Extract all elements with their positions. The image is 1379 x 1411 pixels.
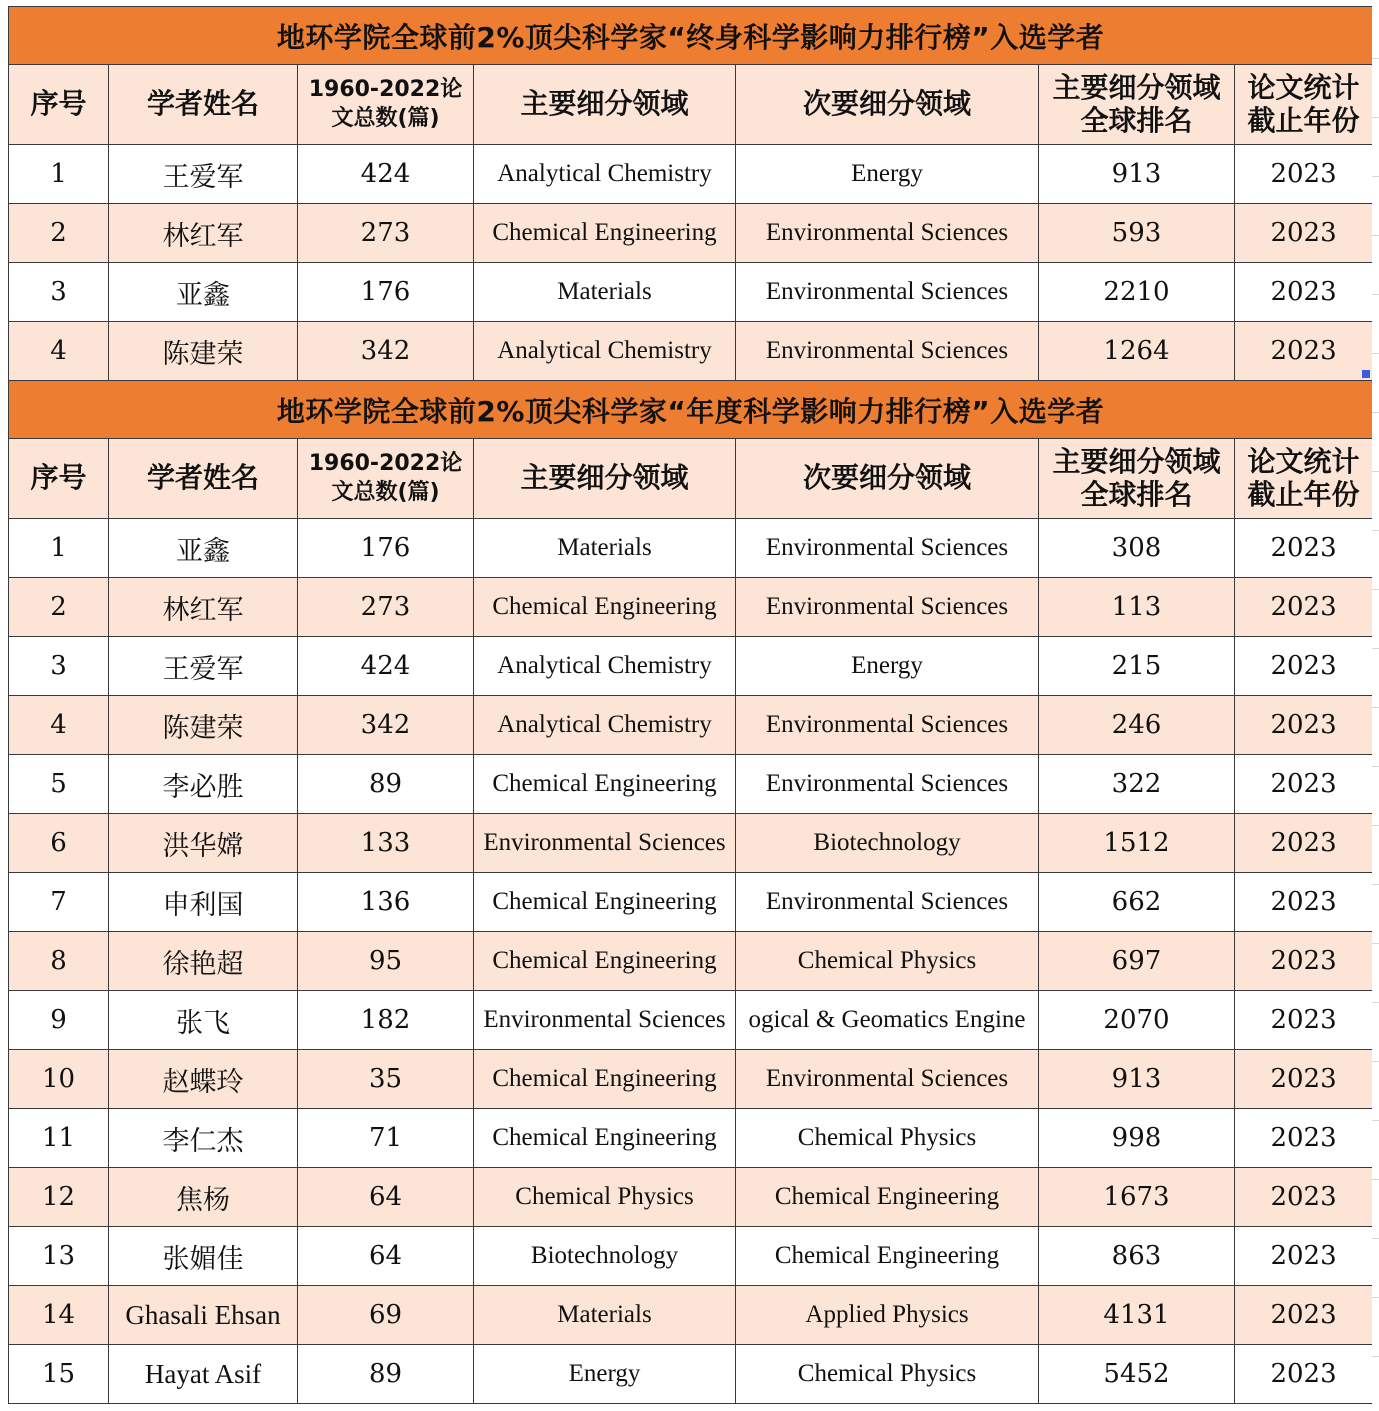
table-title[interactable]: 地环学院全球前2%顶尖科学家“终身科学影响力排行榜”入选学者 xyxy=(9,7,1373,65)
cell-rank[interactable]: 1264 xyxy=(1039,322,1235,381)
cell-name[interactable]: 赵蝶玲 xyxy=(109,1050,298,1109)
table-row xyxy=(9,322,1373,381)
cell-rank[interactable]: 593 xyxy=(1039,204,1235,263)
table-row xyxy=(9,263,1373,322)
cell-seq[interactable]: 6 xyxy=(9,814,109,873)
header-count[interactable]: 1960-2022论 文总数(篇) xyxy=(298,65,474,145)
cell-primary-field[interactable]: Materials xyxy=(474,1286,736,1345)
header-primary-field[interactable]: 主要细分领域 xyxy=(474,65,736,145)
cell-seq[interactable]: 1 xyxy=(9,519,109,578)
cell-name[interactable]: 陈建荣 xyxy=(109,322,298,381)
cell-count[interactable]: 424 xyxy=(298,637,474,696)
sheet-gridlines xyxy=(1372,0,1379,1411)
cell-rank[interactable]: 5452 xyxy=(1039,1345,1235,1404)
cell-name[interactable]: 张飞 xyxy=(109,991,298,1050)
cell-count[interactable]: 89 xyxy=(298,1345,474,1404)
cell-name[interactable]: 亚鑫 xyxy=(109,519,298,578)
cell-count[interactable]: 35 xyxy=(298,1050,474,1109)
header-secondary-field[interactable]: 次要细分领域 xyxy=(736,65,1039,145)
cell-count[interactable]: 273 xyxy=(298,204,474,263)
cell-name[interactable]: 林红军 xyxy=(109,204,298,263)
cell-primary-field[interactable]: Materials xyxy=(474,519,736,578)
cell-secondary-field[interactable]: Chemical Physics xyxy=(736,1109,1039,1168)
cell-seq[interactable]: 12 xyxy=(9,1168,109,1227)
cell-year[interactable]: 2023 xyxy=(1235,1109,1373,1168)
cell-name[interactable]: 亚鑫 xyxy=(109,263,298,322)
cell-primary-field[interactable]: Chemical Engineering xyxy=(474,578,736,637)
cell-secondary-field[interactable]: Environmental Sciences xyxy=(736,1050,1039,1109)
cell-secondary-field[interactable]: Environmental Sciences xyxy=(736,755,1039,814)
cell-year[interactable]: 2023 xyxy=(1235,263,1373,322)
cell-count[interactable]: 64 xyxy=(298,1227,474,1286)
table-row xyxy=(9,696,1373,755)
cell-primary-field[interactable]: Analytical Chemistry xyxy=(474,637,736,696)
cell-secondary-field[interactable]: Biotechnology xyxy=(736,814,1039,873)
cell-rank[interactable]: 697 xyxy=(1039,932,1235,991)
cell-year[interactable]: 2023 xyxy=(1235,204,1373,263)
cell-count[interactable]: 273 xyxy=(298,578,474,637)
cell-count[interactable]: 89 xyxy=(298,755,474,814)
table-row xyxy=(9,1109,1373,1168)
header-rank[interactable]: 主要细分领域 全球排名 xyxy=(1039,439,1235,519)
cell-secondary-field[interactable]: Energy xyxy=(736,145,1039,204)
table-row xyxy=(9,637,1373,696)
cell-primary-field[interactable]: Chemical Engineering xyxy=(474,755,736,814)
cell-primary-field[interactable]: Energy xyxy=(474,1345,736,1404)
header-seq[interactable]: 序号 xyxy=(9,439,109,519)
cell-rank[interactable]: 1673 xyxy=(1039,1168,1235,1227)
cell-seq[interactable]: 13 xyxy=(9,1227,109,1286)
cell-rank[interactable]: 913 xyxy=(1039,145,1235,204)
annual-ranking-table xyxy=(8,380,1373,1404)
cell-secondary-field[interactable]: Environmental Sciences xyxy=(736,873,1039,932)
table-row xyxy=(9,873,1373,932)
cell-count[interactable]: 176 xyxy=(298,263,474,322)
cell-rank[interactable]: 2210 xyxy=(1039,263,1235,322)
cell-primary-field[interactable]: Chemical Engineering xyxy=(474,204,736,263)
table-row xyxy=(9,1050,1373,1109)
cell-seq[interactable]: 3 xyxy=(9,637,109,696)
cell-year[interactable]: 2023 xyxy=(1235,1168,1373,1227)
cell-rank[interactable]: 215 xyxy=(1039,637,1235,696)
cell-primary-field[interactable]: Chemical Engineering xyxy=(474,873,736,932)
cell-rank[interactable]: 246 xyxy=(1039,696,1235,755)
table-row xyxy=(9,1227,1373,1286)
cell-primary-field[interactable]: Materials xyxy=(474,263,736,322)
cell-seq[interactable]: 4 xyxy=(9,322,109,381)
cell-primary-field[interactable]: Chemical Engineering xyxy=(474,1050,736,1109)
cell-count[interactable]: 64 xyxy=(298,1168,474,1227)
cell-year[interactable]: 2023 xyxy=(1235,637,1373,696)
cell-primary-field[interactable]: Analytical Chemistry xyxy=(474,322,736,381)
cell-seq[interactable]: 8 xyxy=(9,932,109,991)
cell-seq[interactable]: 2 xyxy=(9,578,109,637)
cell-seq[interactable]: 3 xyxy=(9,263,109,322)
header-secondary-field[interactable]: 次要细分领域 xyxy=(736,439,1039,519)
cell-count[interactable]: 424 xyxy=(298,145,474,204)
cell-name[interactable]: 申利国 xyxy=(109,873,298,932)
cell-year[interactable]: 2023 xyxy=(1235,145,1373,204)
cell-name[interactable]: 陈建荣 xyxy=(109,696,298,755)
cell-secondary-field[interactable]: Environmental Sciences xyxy=(736,322,1039,381)
cell-count[interactable]: 136 xyxy=(298,873,474,932)
cell-name[interactable]: Ghasali Ehsan xyxy=(109,1286,298,1345)
cell-primary-field[interactable]: Environmental Sciences xyxy=(474,991,736,1050)
cell-count[interactable]: 342 xyxy=(298,696,474,755)
cell-rank[interactable]: 4131 xyxy=(1039,1286,1235,1345)
cell-secondary-field[interactable]: Environmental Sciences xyxy=(736,696,1039,755)
header-name[interactable]: 学者姓名 xyxy=(109,439,298,519)
cell-secondary-field[interactable]: Chemical Physics xyxy=(736,1345,1039,1404)
cell-rank[interactable]: 998 xyxy=(1039,1109,1235,1168)
cell-seq[interactable]: 11 xyxy=(9,1109,109,1168)
cell-primary-field[interactable]: Biotechnology xyxy=(474,1227,736,1286)
table-row xyxy=(9,1345,1373,1404)
cell-rank[interactable]: 662 xyxy=(1039,873,1235,932)
cell-name[interactable]: 焦杨 xyxy=(109,1168,298,1227)
cell-secondary-field[interactable]: Environmental Sciences xyxy=(736,519,1039,578)
cell-name[interactable]: 林红军 xyxy=(109,578,298,637)
cell-seq[interactable]: 1 xyxy=(9,145,109,204)
cell-count[interactable]: 176 xyxy=(298,519,474,578)
cell-count[interactable]: 95 xyxy=(298,932,474,991)
header-rank[interactable]: 主要细分领域 全球排名 xyxy=(1039,65,1235,145)
table-row xyxy=(9,755,1373,814)
cell-rank[interactable]: 2070 xyxy=(1039,991,1235,1050)
table-row xyxy=(9,1168,1373,1227)
cell-primary-field[interactable]: Analytical Chemistry xyxy=(474,696,736,755)
cell-secondary-field[interactable]: Applied Physics xyxy=(736,1286,1039,1345)
cell-year[interactable]: 2023 xyxy=(1235,519,1373,578)
selection-handle[interactable] xyxy=(1362,370,1370,378)
cell-rank[interactable]: 863 xyxy=(1039,1227,1235,1286)
cell-seq[interactable]: 5 xyxy=(9,755,109,814)
cell-secondary-field[interactable]: Environmental Sciences xyxy=(736,578,1039,637)
cell-year[interactable]: 2023 xyxy=(1235,932,1373,991)
cell-name[interactable]: 李必胜 xyxy=(109,755,298,814)
cell-seq[interactable]: 14 xyxy=(9,1286,109,1345)
cell-secondary-field[interactable]: Environmental Sciences xyxy=(736,204,1039,263)
header-name[interactable]: 学者姓名 xyxy=(109,65,298,145)
cell-rank[interactable]: 1512 xyxy=(1039,814,1235,873)
cell-year[interactable]: 2023 xyxy=(1235,755,1373,814)
cell-count[interactable]: 182 xyxy=(298,991,474,1050)
cell-year[interactable]: 2023 xyxy=(1235,991,1373,1050)
cell-count[interactable]: 69 xyxy=(298,1286,474,1345)
cell-name[interactable]: 王爱军 xyxy=(109,637,298,696)
cell-secondary-field[interactable]: ogical & Geomatics Engine xyxy=(736,991,1039,1050)
cell-year[interactable]: 2023 xyxy=(1235,814,1373,873)
cell-seq[interactable]: 15 xyxy=(9,1345,109,1404)
lifetime-ranking-table xyxy=(8,6,1373,381)
cell-primary-field[interactable]: Analytical Chemistry xyxy=(474,145,736,204)
header-count[interactable]: 1960-2022论 文总数(篇) xyxy=(298,439,474,519)
cell-rank[interactable]: 322 xyxy=(1039,755,1235,814)
table-row xyxy=(9,932,1373,991)
cell-name[interactable]: 李仁杰 xyxy=(109,1109,298,1168)
cell-name[interactable]: Hayat Asif xyxy=(109,1345,298,1404)
cell-count[interactable]: 342 xyxy=(298,322,474,381)
table-row xyxy=(9,1286,1373,1345)
cell-seq[interactable]: 10 xyxy=(9,1050,109,1109)
header-primary-field[interactable]: 主要细分领域 xyxy=(474,439,736,519)
table-row xyxy=(9,519,1373,578)
cell-secondary-field[interactable]: Chemical Engineering xyxy=(736,1168,1039,1227)
cell-rank[interactable]: 308 xyxy=(1039,519,1235,578)
cell-seq[interactable]: 4 xyxy=(9,696,109,755)
cell-rank[interactable]: 913 xyxy=(1039,1050,1235,1109)
table-row xyxy=(9,145,1373,204)
cell-year[interactable]: 2023 xyxy=(1235,1286,1373,1345)
cell-year[interactable]: 2023 xyxy=(1235,578,1373,637)
cell-name[interactable]: 徐艳超 xyxy=(109,932,298,991)
cell-year[interactable]: 2023 xyxy=(1235,1227,1373,1286)
cell-name[interactable]: 张媚佳 xyxy=(109,1227,298,1286)
cell-name[interactable]: 王爱军 xyxy=(109,145,298,204)
header-seq[interactable]: 序号 xyxy=(9,65,109,145)
table-row xyxy=(9,814,1373,873)
table-row xyxy=(9,204,1373,263)
cell-name[interactable]: 洪华嫦 xyxy=(109,814,298,873)
cell-seq[interactable]: 9 xyxy=(9,991,109,1050)
cell-primary-field[interactable]: Chemical Engineering xyxy=(474,932,736,991)
cell-secondary-field[interactable]: Environmental Sciences xyxy=(736,263,1039,322)
cell-year[interactable]: 2023 xyxy=(1235,1345,1373,1404)
cell-primary-field[interactable]: Chemical Physics xyxy=(474,1168,736,1227)
cell-primary-field[interactable]: Environmental Sciences xyxy=(474,814,736,873)
cell-year[interactable]: 2023 xyxy=(1235,1050,1373,1109)
table-row xyxy=(9,578,1373,637)
cell-seq[interactable]: 7 xyxy=(9,873,109,932)
cell-count[interactable]: 71 xyxy=(298,1109,474,1168)
cell-year[interactable]: 2023 xyxy=(1235,696,1373,755)
cell-year[interactable]: 2023 xyxy=(1235,873,1373,932)
cell-secondary-field[interactable]: Chemical Physics xyxy=(736,932,1039,991)
cell-year[interactable]: 2023 xyxy=(1235,322,1373,381)
cell-rank[interactable]: 113 xyxy=(1039,578,1235,637)
header-year[interactable]: 论文统计 截止年份 xyxy=(1235,439,1373,519)
cell-secondary-field[interactable]: Energy xyxy=(736,637,1039,696)
table-row xyxy=(9,991,1373,1050)
cell-secondary-field[interactable]: Chemical Engineering xyxy=(736,1227,1039,1286)
header-year[interactable]: 论文统计 截止年份 xyxy=(1235,65,1373,145)
cell-primary-field[interactable]: Chemical Engineering xyxy=(474,1109,736,1168)
cell-count[interactable]: 133 xyxy=(298,814,474,873)
table-title[interactable]: 地环学院全球前2%顶尖科学家“年度科学影响力排行榜”入选学者 xyxy=(9,381,1373,439)
cell-seq[interactable]: 2 xyxy=(9,204,109,263)
